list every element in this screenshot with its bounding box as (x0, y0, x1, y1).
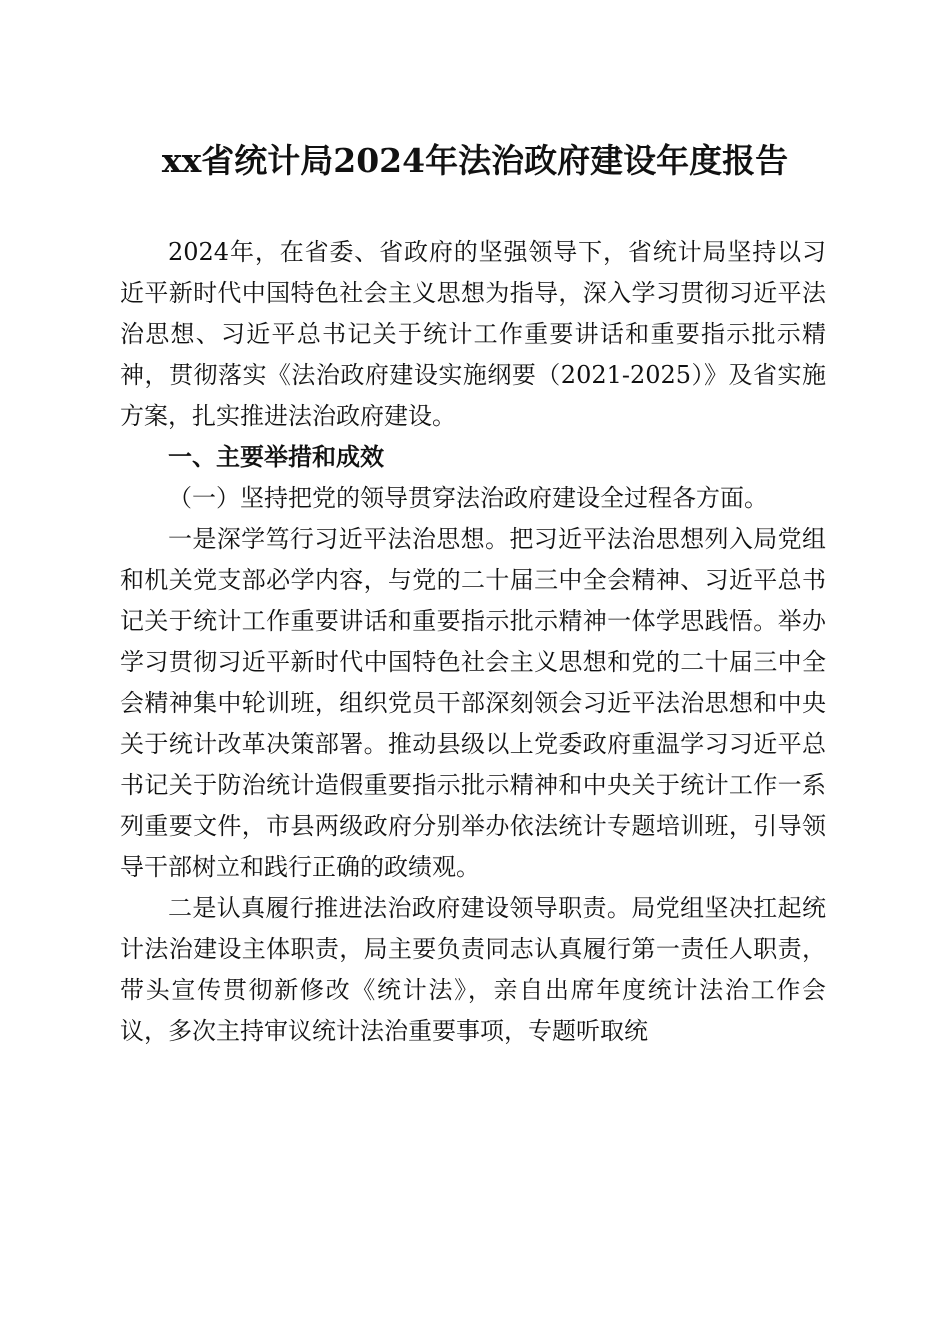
item1-lead: 一是深学笃行习近平法治思想。 (168, 525, 510, 553)
item2-text: 局党组坚决扛起统计法治建设主体职责，局主要负责同志认真履行第一责任人职责，带头宣传贯彻新修改《统计法》，亲自出席年度统计法治工作会议，多次主持审议统计法治重要事项，专题听取统 (120, 894, 827, 1045)
item2-lead: 二是认真履行推进法治政府建设领导职责。 (168, 894, 632, 922)
item2-paragraph (120, 888, 826, 1052)
document-body (120, 232, 826, 1052)
document-title: xx省统计局2024年法治政府建设年度报告 (161, 141, 789, 180)
section-heading: 一、主要举措和成效 (168, 443, 384, 471)
intro-paragraph: 2024年，在省委、省政府的坚强领导下，省统计局坚持以习近平新时代中国特色社会主义思想为指导，深入学习贯彻习近平法治思想、习近平总书记关于统计工作重要讲话和重要指示批示精神，贯彻落实《法治政府建设实施纲要（2021-2025）》及省实施方案，扎实推进法治政府建设。 (120, 238, 826, 430)
item1-text: 把习近平法治思想列入局党组和机关党支部必学内容，与党的二十届三中全会精神、习近平总书记关于统计工作重要讲话和重要指示批示精神一体学思践悟。举办学习贯彻习近平新时代中国特色社会主义思想和党的二十届三中全会精神集中轮训班，组织党员干部深刻领会习近平法治思想和中央关于统计改革决策部署。推动县级以上党委政府重温学习习近平总书记关于防治统计造假重要指示批示精神和中央关于统计工作一系列重要文件，市县两级政府分别举办依法统计专题培训班，引导领导干部树立和践行正确的政绩观。 (120, 525, 827, 881)
item1-paragraph (120, 519, 826, 888)
subsection-heading: （一）坚持把党的领导贯穿法治政府建设全过程各方面。 (168, 484, 768, 512)
